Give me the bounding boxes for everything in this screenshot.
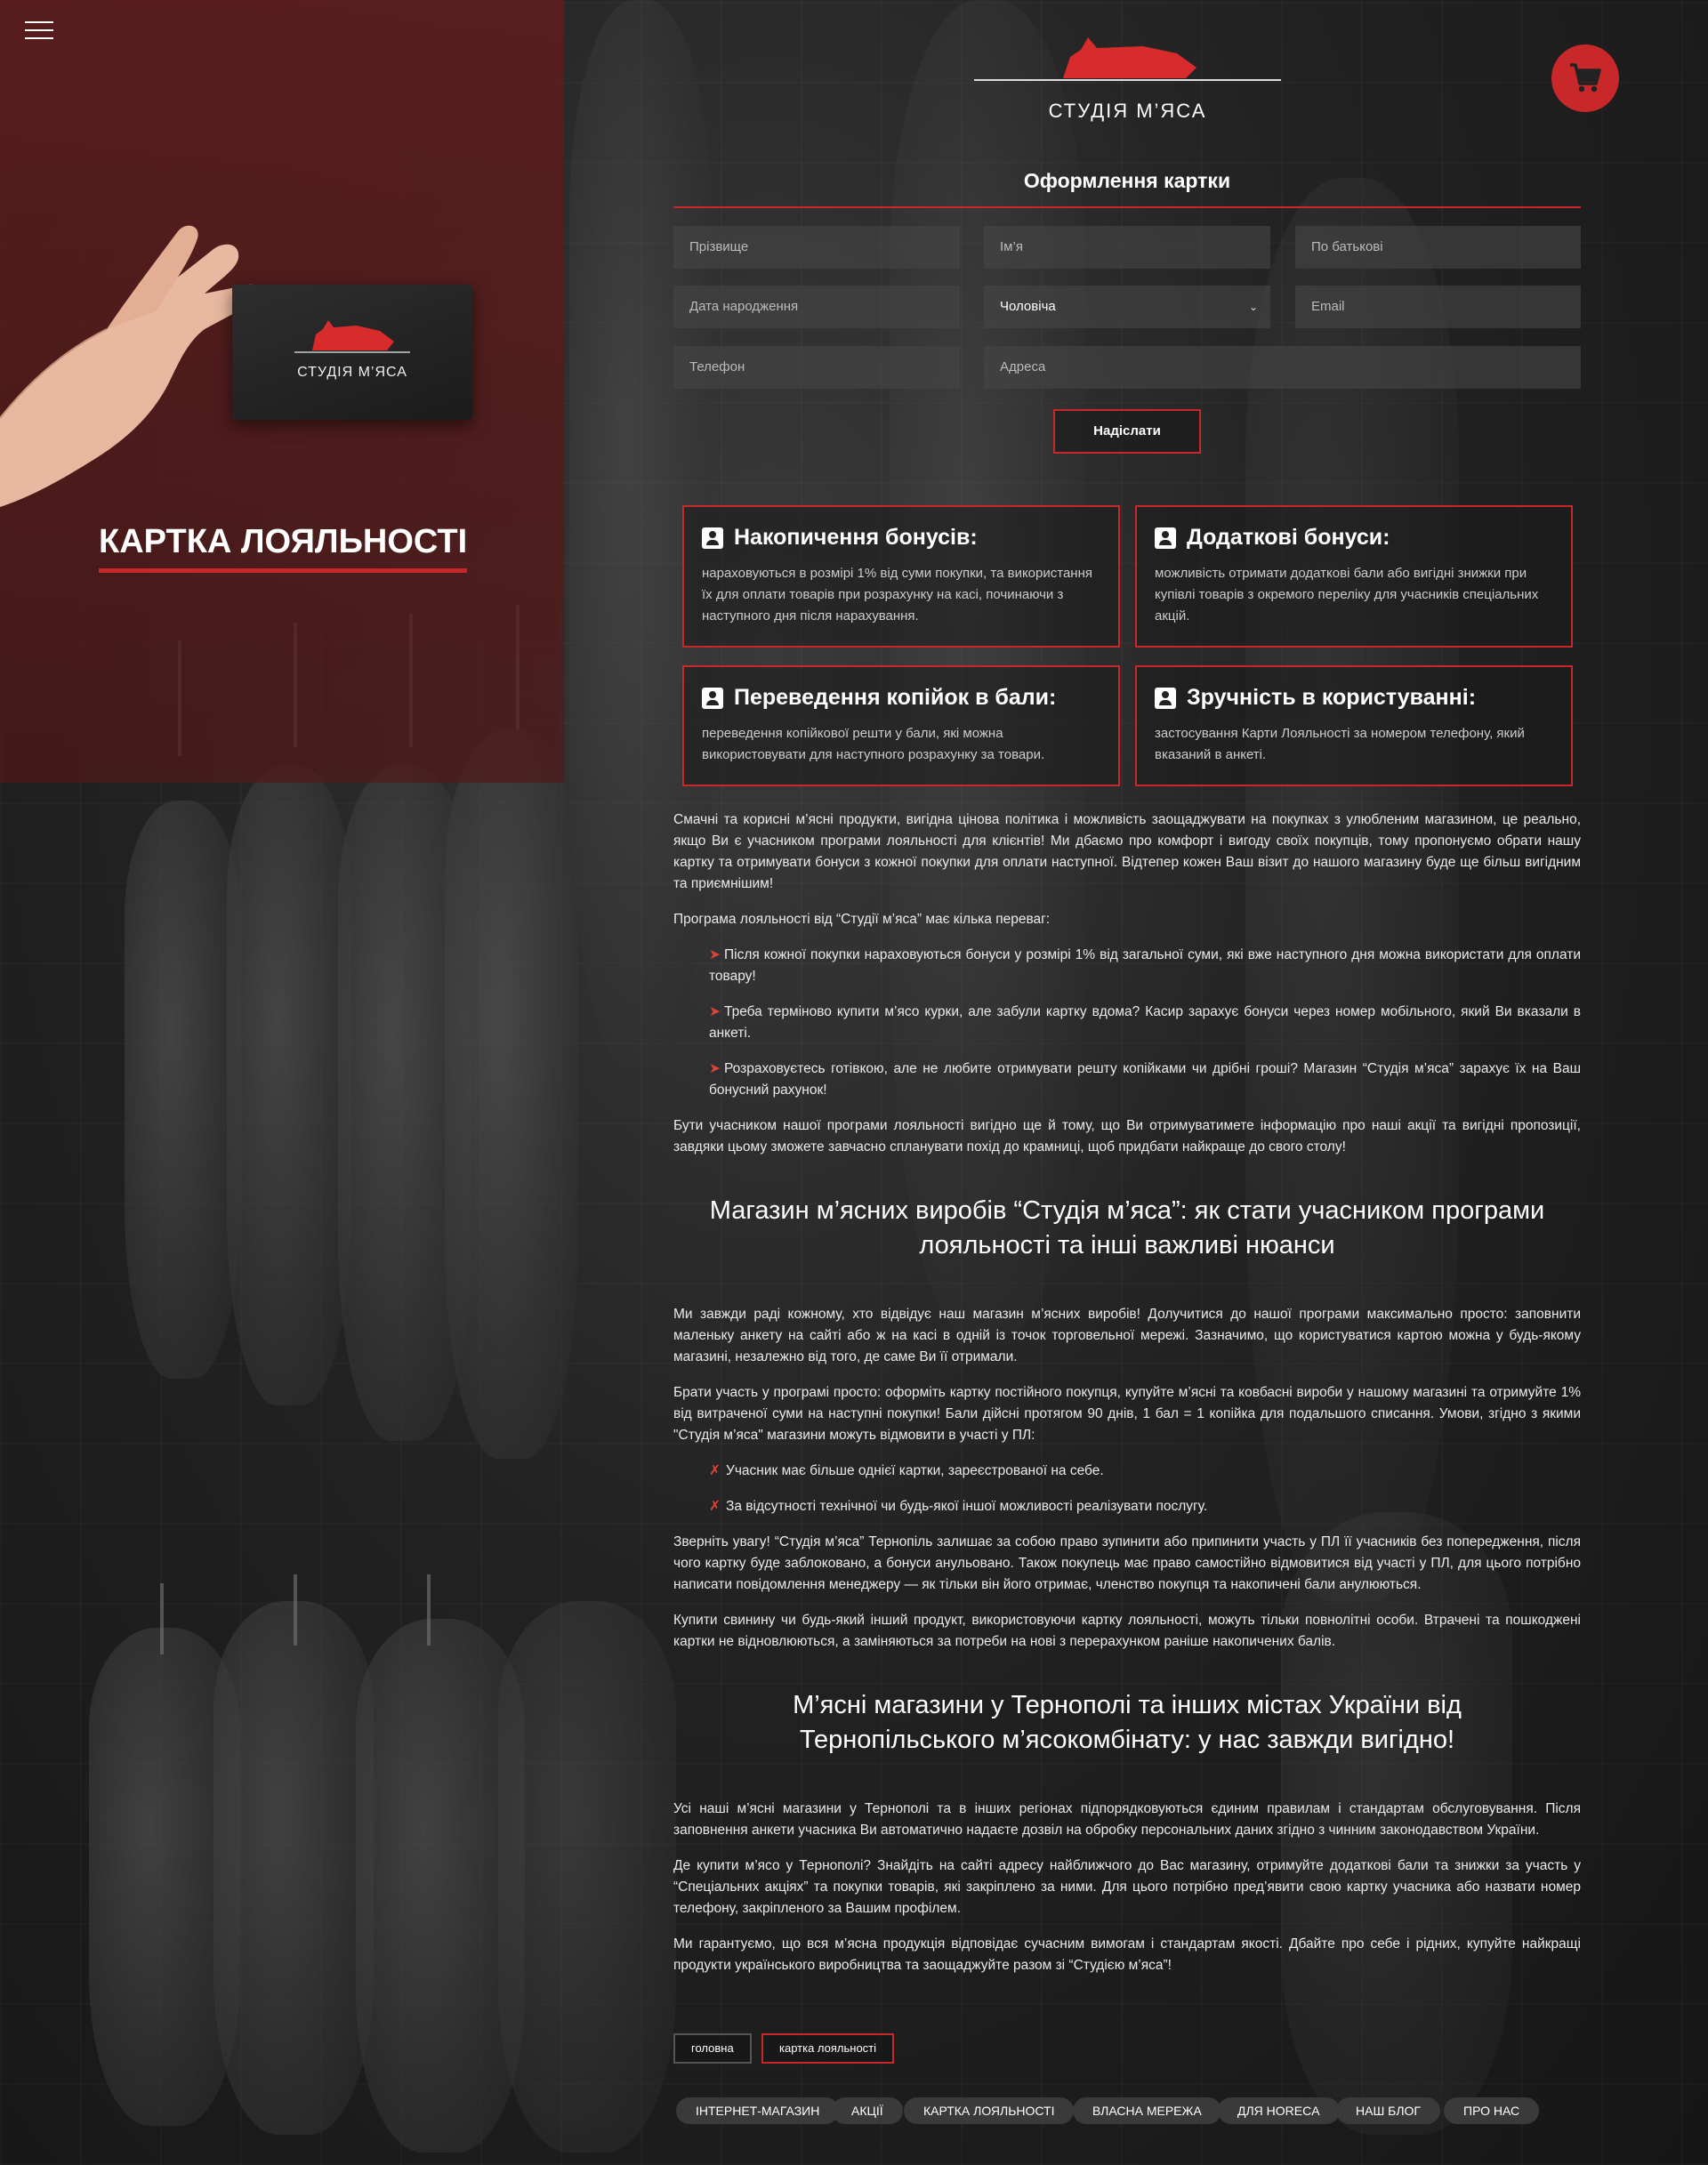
footer-nav-about[interactable]: ПРО НАС — [1444, 2097, 1539, 2124]
advantages-list — [673, 945, 1581, 1101]
footer-nav-blog[interactable]: НАШ БЛОГ — [1336, 2097, 1440, 2124]
cart-icon — [1568, 62, 1602, 94]
form-divider — [673, 206, 1581, 208]
page-title: КАРТКА ЛОЯЛЬНОСТІ — [99, 523, 467, 573]
footer-nav-loyalty-card[interactable]: КАРТКА ЛОЯЛЬНОСТІ — [904, 2097, 1074, 2124]
list-item: ✗ За відсутності технічної чи будь-якої іншої можливості реалізувати послугу. — [709, 1499, 1208, 1514]
hand-illustration — [0, 196, 267, 534]
benefit-card — [682, 505, 1120, 648]
chevron-down-icon: ⌄ — [1248, 301, 1258, 313]
footer-nav-horeca[interactable]: ДЛЯ HORECA — [1218, 2097, 1340, 2124]
benefit-title: Накопичення бонусів: — [734, 525, 978, 550]
gender-select-value: Чоловіча — [1000, 299, 1056, 314]
surname-input[interactable]: Прізвище — [673, 226, 960, 269]
refusal-list — [673, 1461, 1581, 1517]
loyalty-card-image — [232, 285, 472, 420]
birthdate-input[interactable]: Дата народження — [673, 286, 960, 328]
benefit-title: Переведення копійок в бали: — [734, 685, 1057, 710]
breadcrumb-home[interactable]: головна — [673, 2033, 752, 2064]
cross-icon: ✗ — [709, 1499, 721, 1514]
article-paragraph: Смачні та корисні м’ясні продукти, вигідна цінова політика і можливість заощаджувати на покупках з улюбленим магазином, це реально, якщо Ви є учасником програми лояльності для клієнтів! Ми дбаємо про комфорт і вигоду своїх покупців, тому пропонуємо обрати нашу картку та отримувати бонуси з кожної покупки для оплати наступної. Відтепер кожен Ваш візит до нашого магазину буде ще більш вигідним та приємнішим! — [673, 812, 1581, 891]
list-item: ✗ Учасник має більше однієї картки, зареєстрованої на себе. — [709, 1463, 1104, 1478]
benefit-title: Зручність в користуванні: — [1187, 685, 1477, 710]
hero-panel — [0, 0, 564, 783]
footer-nav-shop[interactable]: ІНТЕРНЕТ-МАГАЗИН — [676, 2097, 839, 2124]
gender-select[interactable] — [984, 286, 1270, 328]
article-paragraph: Купити свинину чи будь-який інший продукт, використовуючи картку лояльності, можуть тільки повнолітні особи. Втрачені та пошкоджені картки не відновлюються, а заміняються за потреби на нові з перерахунком раніше накопичених балів. — [673, 1613, 1581, 1649]
patronymic-input[interactable]: По батькові — [1295, 226, 1581, 269]
benefit-card — [1135, 505, 1573, 648]
article-body — [673, 809, 1581, 1991]
cart-button[interactable] — [1551, 44, 1619, 112]
hamburger-icon — [25, 21, 53, 23]
article-paragraph: Де купити м’ясо у Тернополі? Знайдіть на сайті адресу найближчого до Вас магазину, отримуйте додаткові бали та знижки за участь у “Спеціальних акціях” та покупки товарів, які закріплено за ними. Для цього потрібно пред’явити свою картку учасника або назвати номер телефону, закріпленого за Вашим профілем. — [673, 1858, 1581, 1916]
pig-logo-icon — [974, 36, 1281, 98]
arrow-right-icon: ➤ — [709, 1004, 721, 1019]
section-heading: М’ясні магазини у Тернополі та інших містах України від Тернопільського м’ясокомбінату: у нас завжди вигідно! — [793, 1691, 1462, 1754]
email-input[interactable]: Email — [1295, 286, 1581, 328]
footer-nav-promotions[interactable]: АКЦІЇ — [832, 2097, 903, 2124]
article-paragraph: Брати участь у програмі просто: оформіть картку постійного покупця, купуйте м’ясні та ковбасні вироби у нашому магазині та отримуйте 1% від витраченої суми на наступні покупки! Бали дійсні протягом 90 днів, 1 бал = 1 копійка для подальшого списання. Умови, згідно з якими "Студія м’яса" магазини можуть відмовити в участі у ПЛ: — [673, 1385, 1581, 1443]
contact-card-icon — [1155, 527, 1176, 549]
benefit-text: можливість отримати додаткові бали або вигідні знижки при купівлі товарів з окремого переліку для учасників спеціальних акцій. — [1155, 566, 1539, 624]
submit-button[interactable]: Надіслати — [1053, 409, 1201, 454]
article-paragraph: Ми завжди раді кожному, хто відвідує наш магазин м’ясних виробів! Долучитися до нашої програми максимально просто: заповнити маленьку анкету на сайті або ж на касі в одній із точок торговельної мережі. Зазначимо, що користуватися картою можна у будь-якому магазині, незалежно від того, де саме Ви її отримали. — [673, 1307, 1581, 1364]
footer-nav-own-network[interactable]: ВЛАСНА МЕРЕЖА — [1073, 2097, 1221, 2124]
cross-icon: ✗ — [709, 1463, 721, 1478]
card-brand-text: СТУДІЯ М’ЯСА — [297, 365, 407, 380]
article-paragraph: Зверніть увагу! “Студія м’яса” Тернопіль залишає за собою право зупинити або припинити участь у ПЛ її учасників без попередження, після чого картку буде заблоковано, а бонуси анульовано. Також покупець має право самостійно відмовитися від участі у ПЛ, для цього потрібно написати повідомлення менеджеру — як тільки він його отримає, членство покупця та накопичені бали анулюються. — [673, 1534, 1581, 1592]
logo-text: СТУДІЯ М’ЯСА — [1048, 100, 1207, 122]
site-logo[interactable] — [974, 36, 1281, 133]
list-item: ➤ Після кожної покупки нараховуються бонуси у розмірі 1% від загальної суми, які вже наступного дня можна використати для оплати товару! — [709, 947, 1581, 984]
form-title: Оформлення картки — [1023, 169, 1231, 192]
address-input[interactable]: Адреса — [984, 346, 1581, 389]
breadcrumb-current[interactable]: картка лояльності — [761, 2033, 894, 2064]
article-paragraph: Ми гарантуємо, що вся м’ясна продукція відповідає сучасним вимогам і стандартам якості. Дбайте про себе і рідних, купуйте найкращі продукти українського виробництва та заощаджуйте разом зі “Студією м’яса”! — [673, 1936, 1581, 1973]
list-item: ➤ Розраховуєтесь готівкою, але не любите отримувати решту копійками чи дрібні гроші? Магазин “Студія м’яса” зарахує їх на Ваш бонусний рахунок! — [709, 1061, 1581, 1098]
arrow-right-icon: ➤ — [709, 947, 721, 962]
list-item: ➤ Треба терміново купити м’ясо курки, але забули картку вдома? Касир зарахує бонуси через номер мобільного, який Ви вказали в анкеті. — [709, 1004, 1581, 1041]
benefit-card — [682, 665, 1120, 786]
article-paragraph: Усі наші м’ясні магазини у Тернополі та в інших регіонах підпорядковуються єдиним правилам і стандартам обслуговування. Після заповнення анкети учасника Ви автоматично надаєте дозвіл на обробку персональних даних згідно з чинним законодавством України. — [673, 1801, 1581, 1838]
article-paragraph: Бути учасником нашої програми лояльності вигідно ще й тому, що Ви отримуватимете інформацію про наші акції та вигідні пропозиції, завдяки цьому зможете завчасно спланувати похід до крамниці, щоб придбати найкраще до свого столу! — [673, 1118, 1581, 1155]
name-input[interactable]: Ім’я — [984, 226, 1270, 269]
article-paragraph: Програма лояльності від “Студії м’яса” має кілька переваг: — [673, 912, 1051, 927]
benefit-text: нараховуються в розмірі 1% від суми покупки, та використання їх для оплати товарів при розрахунку на касі, починаючи з наступного дня після нарахування. — [702, 566, 1092, 624]
pig-logo-icon — [294, 315, 410, 359]
benefit-title: Додаткові бонуси: — [1187, 525, 1390, 550]
contact-card-icon — [1155, 688, 1176, 709]
benefit-text: переведення копійкової решти у бали, які можна використовувати для наступного розрахунку за товари. — [702, 726, 1045, 762]
phone-input[interactable]: Телефон — [673, 346, 960, 389]
hamburger-menu-button[interactable] — [25, 21, 53, 41]
arrow-right-icon: ➤ — [709, 1061, 721, 1076]
contact-card-icon — [702, 527, 723, 549]
section-heading: Магазин м’ясних виробів “Студія м’яса”: як стати учасником програми лояльності та інші важливі нюанси — [709, 1196, 1545, 1260]
benefit-card — [1135, 665, 1573, 786]
contact-card-icon — [702, 688, 723, 709]
benefit-text: застосування Карти Лояльності за номером телефону, який вказаний в анкеті. — [1155, 726, 1525, 762]
